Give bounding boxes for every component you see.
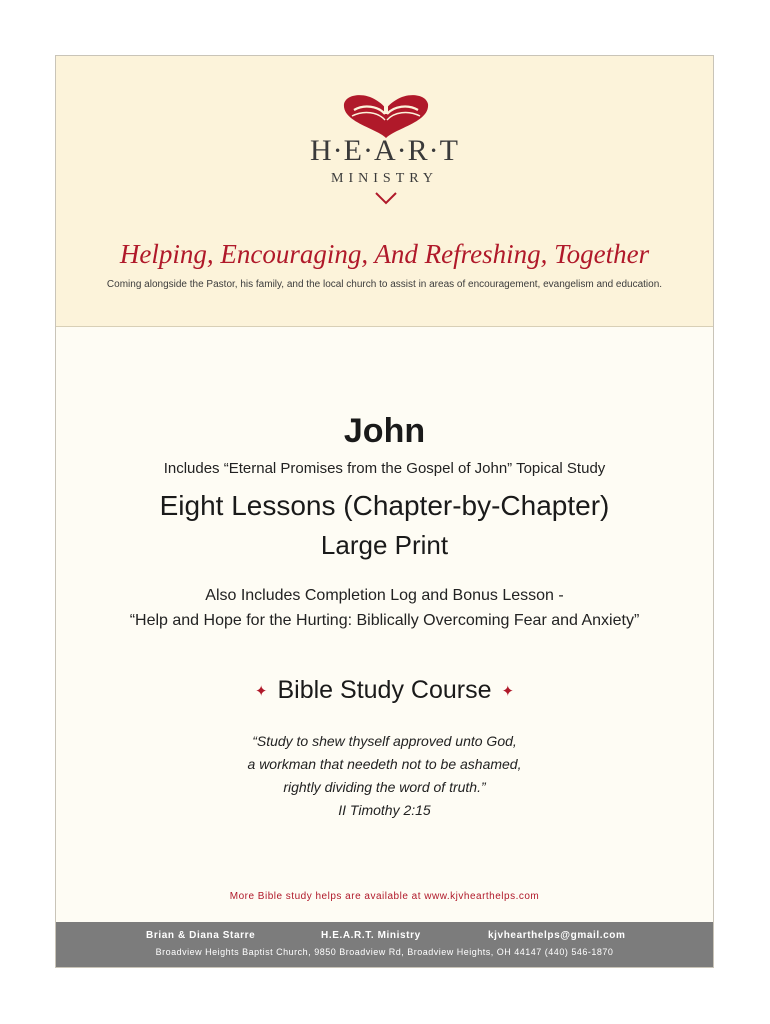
star-right-icon: ✦ (501, 683, 515, 701)
star-left-icon: ✦ (254, 683, 268, 701)
bonus-lesson-title: “Help and Hope for the Hurting: Biblically Overcoming Fear and Anxiety” (129, 612, 640, 629)
more-helps-link[interactable]: More Bible study helps are available at www.kjvhearthelps.com (229, 891, 540, 902)
logo-title: H·E·A·R·T (310, 134, 459, 167)
footer-band (56, 922, 713, 967)
lessons-line: Eight Lessons (Chapter-by-Chapter) (159, 490, 610, 521)
footer-email[interactable]: kjvhearthelps@gmail.com (488, 930, 626, 941)
document-title: John (343, 412, 426, 450)
verse-line: “Study to shew thyself approved unto God, (252, 733, 517, 749)
tagline: Helping, Encouraging, And Refreshing, Together (119, 239, 650, 269)
document-page (55, 55, 714, 968)
course-label: Bible Study Course (277, 676, 492, 704)
course-heading (56, 676, 713, 705)
scripture-quote (56, 730, 713, 822)
verse-line: a workman that needeth not to be ashamed, (247, 756, 522, 772)
includes-line: Includes “Eternal Promises from the Gospel of John” Topical Study (163, 460, 606, 477)
verse-line: rightly dividing the word of truth.” (283, 779, 486, 795)
footer-address: Broadview Heights Baptist Church, 9850 Broadview Rd, Broadview Heights, OH 44147 (440) 546-1870 (155, 947, 614, 957)
tagline-subtext: Coming alongside the Pastor, his family, and the local church to assist in areas of encouragement, evangelism and education. (106, 279, 663, 290)
logo-subtitle: MINISTRY (331, 171, 438, 186)
chevron-down-icon (374, 191, 398, 205)
large-print-line: Large Print (320, 530, 449, 560)
heart-bible-cross-icon (336, 92, 436, 140)
footer-name: Brian & Diana Starre (146, 930, 256, 941)
header-band (56, 56, 713, 327)
footer-ministry: H.E.A.R.T. Ministry (321, 930, 421, 941)
verse-reference: II Timothy 2:15 (338, 802, 431, 818)
footer-contact-row (56, 930, 713, 944)
also-includes-line: Also Includes Completion Log and Bonus Lesson - (205, 587, 564, 604)
